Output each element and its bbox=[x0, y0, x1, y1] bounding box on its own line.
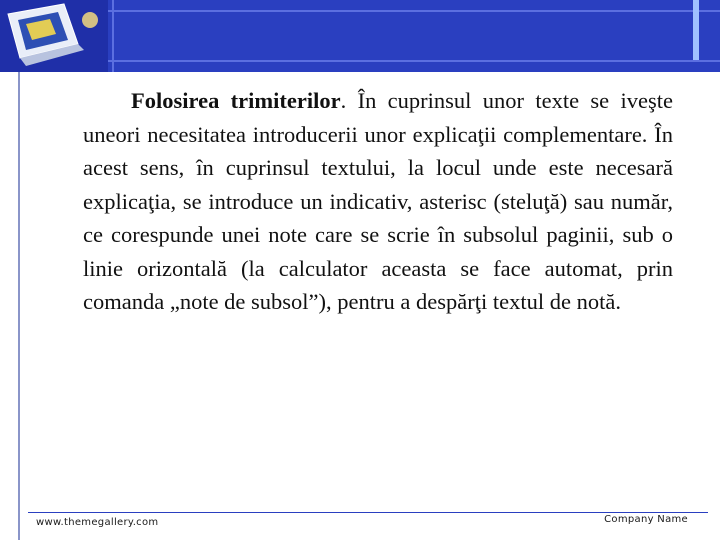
header-grid-line bbox=[108, 60, 720, 62]
header-accent-bar bbox=[693, 0, 699, 60]
header-grid-line bbox=[108, 10, 720, 12]
header-grid-line bbox=[112, 0, 114, 72]
header-separator bbox=[108, 72, 720, 84]
paragraph-body: . În cuprinsul unor texte se iveşte uneori necesitatea introducerii unor explicaţii complementare. În acest sens, în cuprinsul textului, la locul unde este necesară explicaţia, se introduce un indicativ, asterisc (steluţă) sau număr, ce corespunde unei note care se scrie în subsolul paginii, sub o linie orizontală (la calculator aceasta se face automat, prin comanda „note de subsol”), pentru a despărţi textul de notă. bbox=[83, 88, 673, 314]
computer-monitor-icon bbox=[0, 0, 108, 72]
footer-website: www.themegallery.com bbox=[36, 517, 159, 528]
header-band bbox=[108, 0, 720, 72]
footer-divider bbox=[28, 512, 708, 513]
template-logo bbox=[0, 0, 108, 72]
paragraph-lead: Folosirea trimiterilor bbox=[131, 88, 341, 113]
slide-paragraph bbox=[83, 84, 673, 319]
paragraph-indent bbox=[83, 88, 131, 113]
left-margin-rule bbox=[18, 72, 20, 540]
footer-company-name: Company Name bbox=[604, 514, 688, 525]
